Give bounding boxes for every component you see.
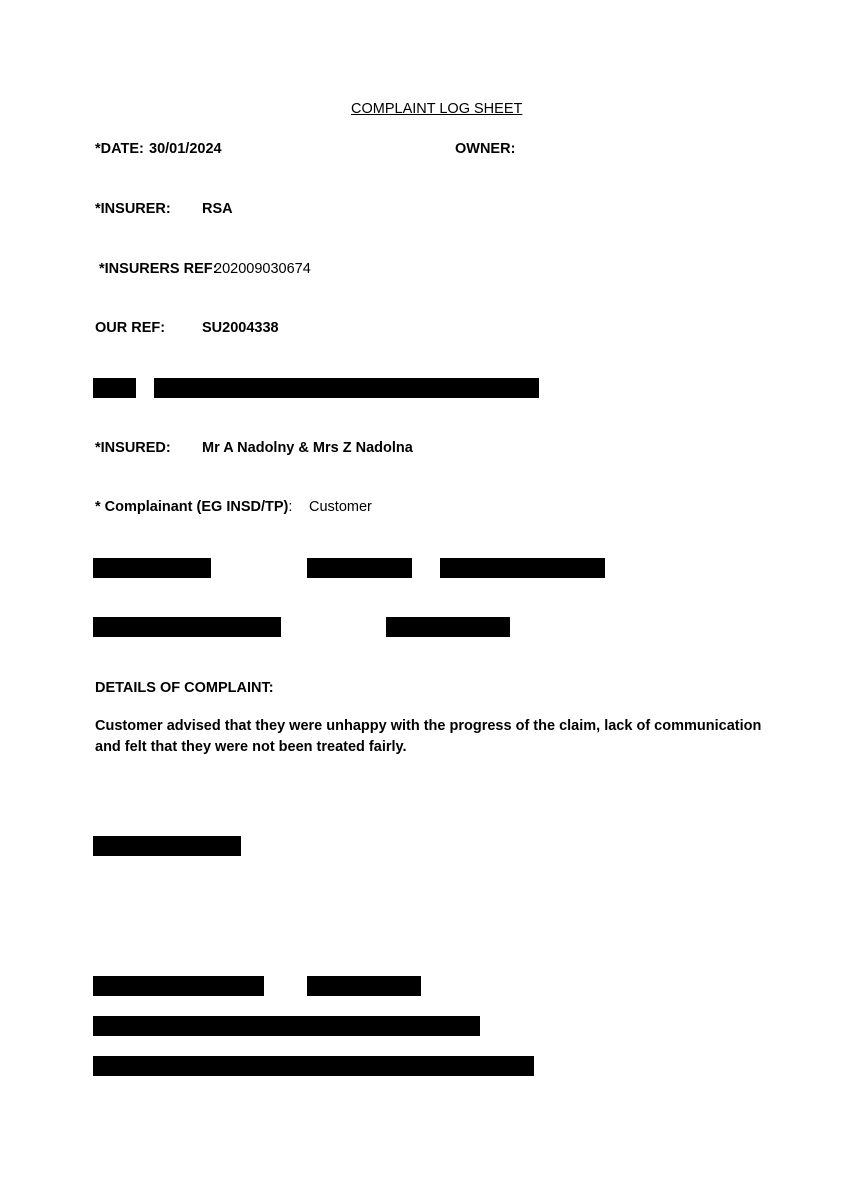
document-title: COMPLAINT LOG SHEET	[351, 101, 523, 117]
redaction-block	[440, 558, 605, 578]
insurer-label: *INSURER:	[95, 201, 171, 217]
redaction-block	[93, 976, 264, 996]
insurer-value: RSA	[202, 201, 233, 217]
redaction-block	[307, 976, 421, 996]
redaction-block	[93, 1056, 534, 1076]
redaction-block	[93, 558, 211, 578]
redaction-block	[386, 617, 510, 637]
insured-label: *INSURED:	[95, 440, 171, 456]
redaction-block	[93, 1016, 480, 1036]
redaction-block	[93, 378, 136, 398]
our-ref-value: SU2004338	[202, 320, 279, 336]
complainant-value: Customer	[309, 499, 372, 515]
redaction-block	[307, 558, 412, 578]
redaction-block	[93, 617, 281, 637]
complainant-row	[95, 498, 292, 516]
insurers-ref-label: *INSURERS REF:	[99, 261, 218, 277]
complainant-colon: :	[288, 499, 293, 515]
complainant-label: * Complainant (EG INSD/TP)	[95, 499, 289, 515]
details-heading: DETAILS OF COMPLAINT:	[95, 680, 274, 696]
details-text: Customer advised that they were unhappy with the progress of the claim, lack of communication and felt that they were not been treated fairly.	[95, 718, 762, 755]
date-label: *DATE:	[95, 141, 144, 157]
our-ref-label: OUR REF:	[95, 320, 166, 336]
insured-value: Mr A Nadolny & Mrs Z Nadolna	[202, 440, 413, 456]
redaction-block	[93, 836, 241, 856]
owner-label: OWNER:	[455, 141, 516, 157]
insurers-ref-value: 202009030674	[214, 261, 311, 277]
redaction-block	[154, 378, 539, 398]
date-value: 30/01/2024	[149, 141, 222, 157]
